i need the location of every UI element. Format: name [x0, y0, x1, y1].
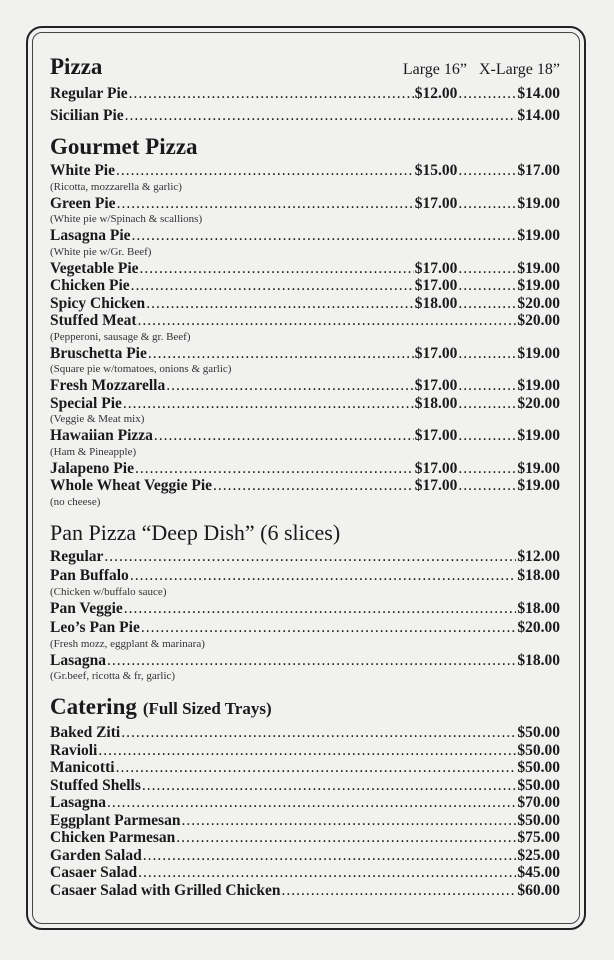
item-name: Spicy Chicken — [50, 294, 146, 312]
item-note: (White pie w/Spinach & scallions) — [50, 213, 203, 225]
item-name: Hawaiian Pizza — [50, 427, 153, 444]
price-xlarge: $19.00 — [517, 277, 560, 294]
dot-leader — [458, 195, 516, 213]
item-name: White Pie — [50, 162, 115, 179]
price-large: $18.00 — [414, 294, 458, 312]
menu-item — [50, 777, 560, 795]
menu-content — [50, 52, 560, 899]
item-price: $70.00 — [517, 794, 560, 811]
item-note: (Chicken w/buffalo sauce) — [50, 585, 167, 598]
item-price: $50.00 — [517, 741, 560, 759]
dot-leader — [181, 812, 516, 830]
menu-item — [50, 377, 560, 395]
menu-item — [50, 460, 560, 478]
price-large: $17.00 — [414, 459, 458, 477]
price-large: $17.00 — [414, 377, 458, 394]
item-name: Jalapeno Pie — [50, 459, 134, 477]
dot-leader — [458, 345, 516, 363]
menu-item — [50, 847, 560, 865]
dot-leader — [458, 460, 516, 478]
section-pizza-title — [50, 52, 560, 85]
item-name: Vegetable Pie — [50, 259, 139, 277]
dot-leader — [141, 619, 517, 637]
item-name: Whole Wheat Veggie Pie — [50, 477, 213, 494]
menu-item — [50, 295, 560, 313]
item-name: Lasagna Pie — [50, 227, 131, 244]
dot-leader — [213, 477, 414, 495]
menu-item: Regular Pie ..... $12.00 ..... $14.00 — [50, 85, 560, 103]
dot-leader — [282, 882, 517, 900]
price-xlarge: $19.00 — [517, 459, 560, 477]
gourmet-list — [50, 162, 560, 510]
item-price: $50.00 — [517, 811, 560, 829]
dot-leader — [458, 295, 516, 313]
header-xlarge: X-Large 18” — [479, 61, 560, 78]
dot-leader — [148, 345, 414, 363]
dot-leader — [138, 864, 516, 882]
section-gourmet-title: Gourmet Pizza — [50, 134, 198, 159]
item-name: Lasagna — [50, 651, 106, 669]
item-note: (Fresh mozz, eggplant & marinara) — [50, 637, 205, 650]
menu-item — [50, 277, 560, 295]
dot-leader — [117, 195, 414, 213]
menu-item — [50, 260, 560, 278]
item-name: Casaer Salad with Grilled Chicken — [50, 881, 281, 899]
item-note: (Ricotta, mozzarella & garlic) — [50, 180, 182, 193]
item-name: Special Pie — [50, 394, 122, 412]
menu-item — [50, 345, 560, 363]
price-xlarge: $19.00 — [517, 227, 560, 244]
item-name: Leo’s Pan Pie — [50, 619, 140, 636]
price-xlarge: $19.00 — [517, 377, 560, 394]
item-name: Chicken Pie — [50, 277, 130, 294]
dot-leader — [107, 652, 516, 670]
section-pan-title: Pan Pizza “Deep Dish” (6 slices) — [50, 519, 341, 545]
section-catering-title: Catering (Full Sized Trays) — [50, 694, 272, 719]
dot-leader — [458, 377, 516, 395]
menu-item — [50, 600, 560, 618]
menu-item — [50, 652, 560, 670]
price-xlarge: $19.00 — [517, 427, 560, 444]
menu-item — [50, 794, 560, 812]
dot-leader — [135, 460, 414, 478]
item-note: (White pie w/Gr. Beef) — [50, 245, 152, 258]
pan-list — [50, 548, 560, 685]
dot-leader — [98, 742, 516, 760]
menu-item — [50, 724, 560, 742]
price-large: $17.00 — [414, 194, 458, 212]
item-price: $20.00 — [517, 619, 560, 636]
menu-item: Sicilian Pie ..... $14.00 — [50, 107, 560, 125]
price-xlarge: $17.00 — [517, 162, 560, 179]
menu-item — [50, 742, 560, 760]
dot-leader — [132, 227, 517, 245]
dot-leader — [154, 427, 414, 445]
dot-leader — [458, 260, 516, 278]
price-large: $17.00 — [414, 344, 458, 362]
item-note: (Pepperoni, sausage & gr. Beef) — [50, 330, 191, 343]
item-name: Chicken Parmesan — [50, 829, 176, 846]
price-large: $17.00 — [414, 477, 458, 494]
item-name: Green Pie — [50, 194, 116, 212]
item-name: Ravioli — [50, 741, 98, 759]
menu-item — [50, 882, 560, 900]
dot-leader — [142, 777, 517, 795]
dot-leader — [143, 847, 517, 865]
item-price: $50.00 — [517, 776, 560, 794]
item-note: (Gr.beef, ricotta & fr, garlic) — [50, 670, 176, 682]
item-name: Casaer Salad — [50, 864, 138, 881]
item-price: $18.00 — [517, 651, 560, 669]
menu-item — [50, 312, 560, 330]
dot-leader — [123, 395, 414, 413]
menu-item — [50, 227, 560, 245]
price-xlarge: $19.00 — [517, 259, 560, 277]
dot-leader — [104, 548, 516, 566]
dot-leader — [458, 427, 516, 445]
price-xlarge: $19.00 — [517, 194, 560, 212]
dot-leader — [121, 724, 516, 742]
dot-leader — [138, 312, 517, 330]
item-name: Fresh Mozzarella — [50, 377, 166, 394]
dot-leader — [458, 162, 516, 180]
item-name: Bruschetta Pie — [50, 344, 147, 362]
item-name: Pan Veggie — [50, 599, 123, 617]
dot-leader — [166, 377, 414, 395]
item-price: $50.00 — [517, 724, 560, 741]
dot-leader — [458, 277, 516, 295]
price-xlarge: $20.00 — [517, 394, 560, 412]
item-price: $12.00 — [517, 547, 560, 565]
menu-item — [50, 864, 560, 882]
menu-item — [50, 759, 560, 777]
dot-leader — [458, 395, 516, 413]
header-large: Large 16” — [402, 61, 467, 78]
item-note: (Veggie & Meat mix) — [50, 413, 145, 425]
dot-leader — [107, 794, 516, 812]
menu-item — [50, 477, 560, 495]
menu-item — [50, 427, 560, 445]
dot-leader — [146, 295, 414, 313]
item-price: $75.00 — [517, 829, 560, 846]
price-xlarge: $19.00 — [517, 344, 560, 362]
dot-leader — [130, 567, 517, 585]
item-name: Baked Ziti — [50, 724, 121, 741]
menu-item — [50, 162, 560, 180]
item-price: $18.00 — [517, 567, 560, 584]
item-note: (Ham & Pineapple) — [50, 445, 137, 458]
menu-item — [50, 829, 560, 847]
menu-item — [50, 567, 560, 585]
item-price: $25.00 — [517, 846, 560, 864]
item-name: Manicotti — [50, 759, 115, 776]
dot-leader — [124, 600, 517, 618]
price-xlarge: $20.00 — [517, 294, 560, 312]
price-large: $17.00 — [414, 277, 458, 294]
dot-leader — [116, 759, 517, 777]
item-name: Eggplant Parmesan — [50, 811, 181, 829]
price-xlarge: $20.00 — [517, 312, 560, 329]
menu-item — [50, 395, 560, 413]
dot-leader — [458, 477, 516, 495]
dot-leader — [140, 260, 414, 278]
menu-item — [50, 619, 560, 637]
item-note: (no cheese) — [50, 495, 101, 508]
menu-item — [50, 548, 560, 566]
price-large: $18.00 — [414, 394, 458, 412]
dot-leader — [116, 162, 414, 180]
item-name: Stuffed Shells — [50, 776, 141, 794]
price-large: $15.00 — [414, 162, 458, 179]
catering-list — [50, 724, 560, 899]
item-price: $45.00 — [517, 864, 560, 881]
item-name: Stuffed Meat — [50, 312, 137, 329]
item-price: $50.00 — [517, 759, 560, 776]
pizza-heading: Pizza — [50, 54, 103, 79]
price-large: $17.00 — [414, 259, 458, 277]
item-name: Garden Salad — [50, 846, 142, 864]
menu-item — [50, 195, 560, 213]
item-note: (Square pie w/tomatoes, onions & garlic) — [50, 363, 232, 375]
size-headers — [403, 55, 560, 85]
price-large: $17.00 — [414, 427, 458, 444]
price-xlarge: $19.00 — [517, 477, 560, 494]
item-name: Regular — [50, 547, 104, 565]
item-name: Lasagna — [50, 794, 106, 811]
item-price: $18.00 — [517, 599, 560, 617]
dot-leader — [176, 829, 516, 847]
dot-leader — [131, 277, 414, 295]
item-name: Pan Buffalo — [50, 567, 129, 584]
menu-item — [50, 812, 560, 830]
item-price: $60.00 — [517, 881, 560, 899]
